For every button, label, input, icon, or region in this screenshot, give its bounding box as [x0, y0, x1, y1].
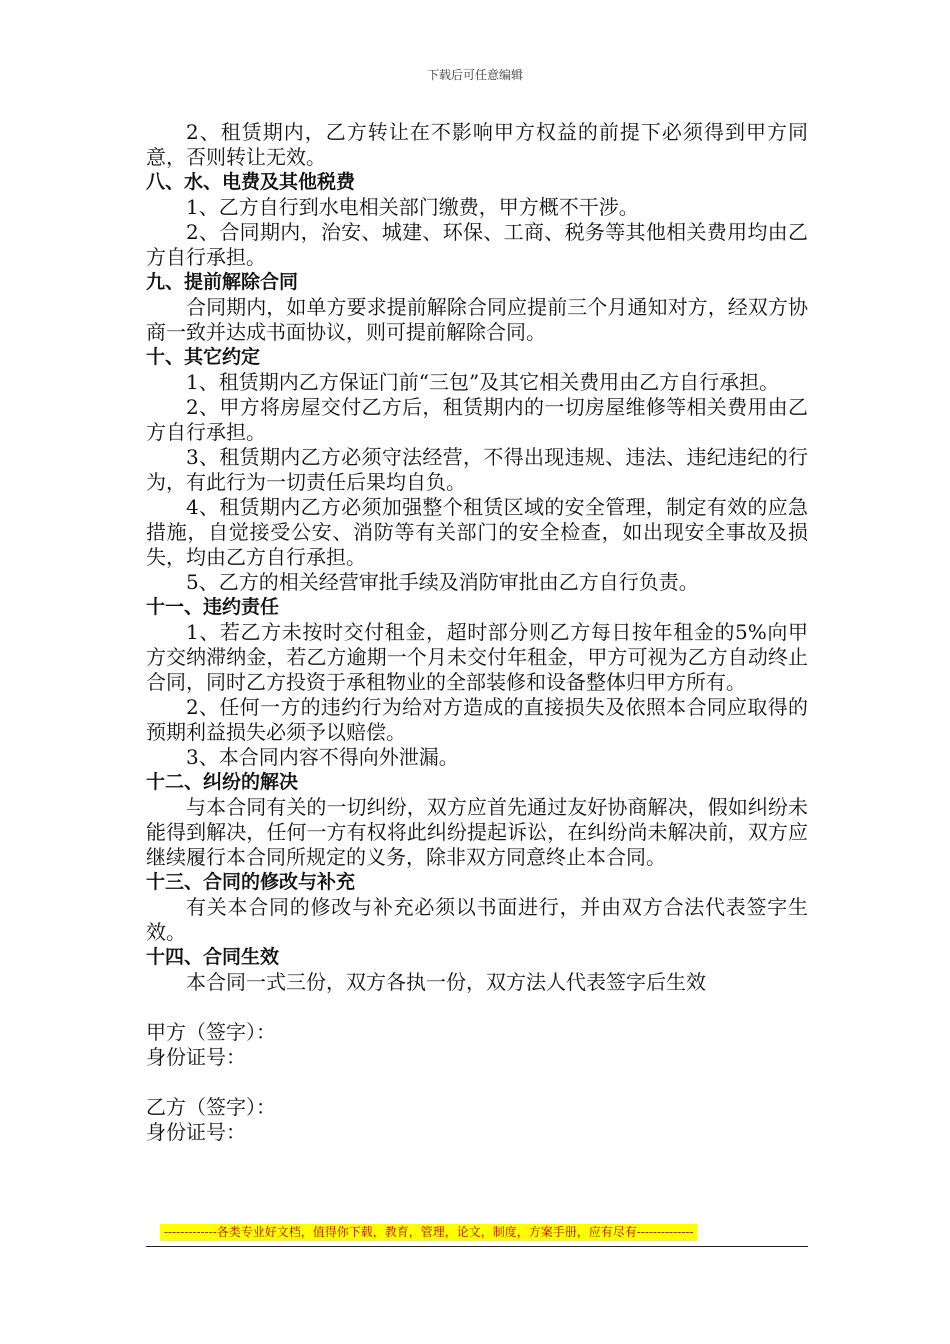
- paragraph: 1、若乙方未按时交付租金，超时部分则乙方每日按年租金的5%向甲方交纳滞纳金，若乙方逾期一个月未交付年租金，甲方可视为乙方自动终止合同，同时乙方投资于承租物业的全部装修和设备整体归甲方所有。: [146, 620, 808, 694]
- footer-banner: -------------各类专业好文档，值得你下载，教育，管理，论文，制度，方案手册，应有尽有--------------: [160, 1224, 697, 1241]
- section-heading: 十一、违约责任: [146, 596, 280, 618]
- paragraph: 有关本合同的修改与补充必须以书面进行，并由双方合法代表签字生效。: [146, 895, 808, 944]
- paragraph: 本合同一式三份，双方各执一份，双方法人代表签字后生效: [186, 970, 706, 994]
- paragraph: 4、租赁期内乙方必须加强整个租赁区域的安全管理，制定有效的应急措施，自觉接受公安、消防等有关部门的安全检查，如出现安全事故及损失，均由乙方自行承担。: [146, 495, 808, 569]
- paragraph: 3、本合同内容不得向外泄漏。: [186, 745, 459, 769]
- section-heading: 九、提前解除合同: [146, 271, 299, 293]
- party-a-signature-label: 甲方（签字）：: [146, 1020, 276, 1044]
- paragraph: 合同期内，如单方要求提前解除合同应提前三个月通知对方，经双方协商一致并达成书面协议，则可提前解除合同。: [146, 295, 808, 344]
- spacer: [146, 995, 808, 1020]
- page-footer: [146, 1224, 808, 1247]
- section-heading: 十二、纠纷的解决: [146, 771, 299, 793]
- section-heading: 十、其它约定: [146, 346, 261, 368]
- section-heading: 八、水、电费及其他税费: [146, 171, 356, 193]
- section-heading: 十四、合同生效: [146, 946, 280, 968]
- section-heading: 十三、合同的修改与补充: [146, 871, 356, 893]
- spacer: [146, 1070, 808, 1095]
- paragraph: 1、乙方自行到水电相关部门缴费，甲方概不干涉。: [186, 195, 639, 219]
- party-b-signature-label: 乙方（签字）：: [146, 1095, 276, 1119]
- document-body: [146, 120, 808, 1145]
- paragraph: 2、甲方将房屋交付乙方后，租赁期内的一切房屋维修等相关费用由乙方自行承担。: [146, 395, 808, 444]
- paragraph: 1、租赁期内乙方保证门前“三包”及其它相关费用由乙方自行承担。: [186, 370, 780, 394]
- page-header-note: 下载后可任意编辑: [426, 68, 523, 82]
- paragraph: 与本合同有关的一切纠纷，双方应首先通过友好协商解决，假如纠纷未能得到解决，任何一方有权将此纠纷提起诉讼，在纠纷尚未解决前，双方应继续履行本合同所规定的义务，除非双方同意终止本合同。: [146, 795, 808, 869]
- paragraph: 3、租赁期内乙方必须守法经营，不得出现违规、违法、违纪违纪的行为，有此行为一切责任后果均自负。: [146, 445, 808, 494]
- paragraph: 2、租赁期内，乙方转让在不影响甲方权益的前提下必须得到甲方同意，否则转让无效。: [146, 120, 808, 169]
- paragraph: 2、合同期内，治安、城建、环保、工商、税务等其他相关费用均由乙方自行承担。: [146, 220, 808, 269]
- paragraph: 2、任何一方的违约行为给对方造成的直接损失及依照本合同应取得的预期利益损失必须予以赔偿。: [146, 695, 808, 744]
- party-a-id-label: 身份证号：: [146, 1045, 246, 1069]
- paragraph: 5、乙方的相关经营审批手续及消防审批由乙方自行负责。: [186, 570, 699, 594]
- party-b-id-label: 身份证号：: [146, 1120, 246, 1144]
